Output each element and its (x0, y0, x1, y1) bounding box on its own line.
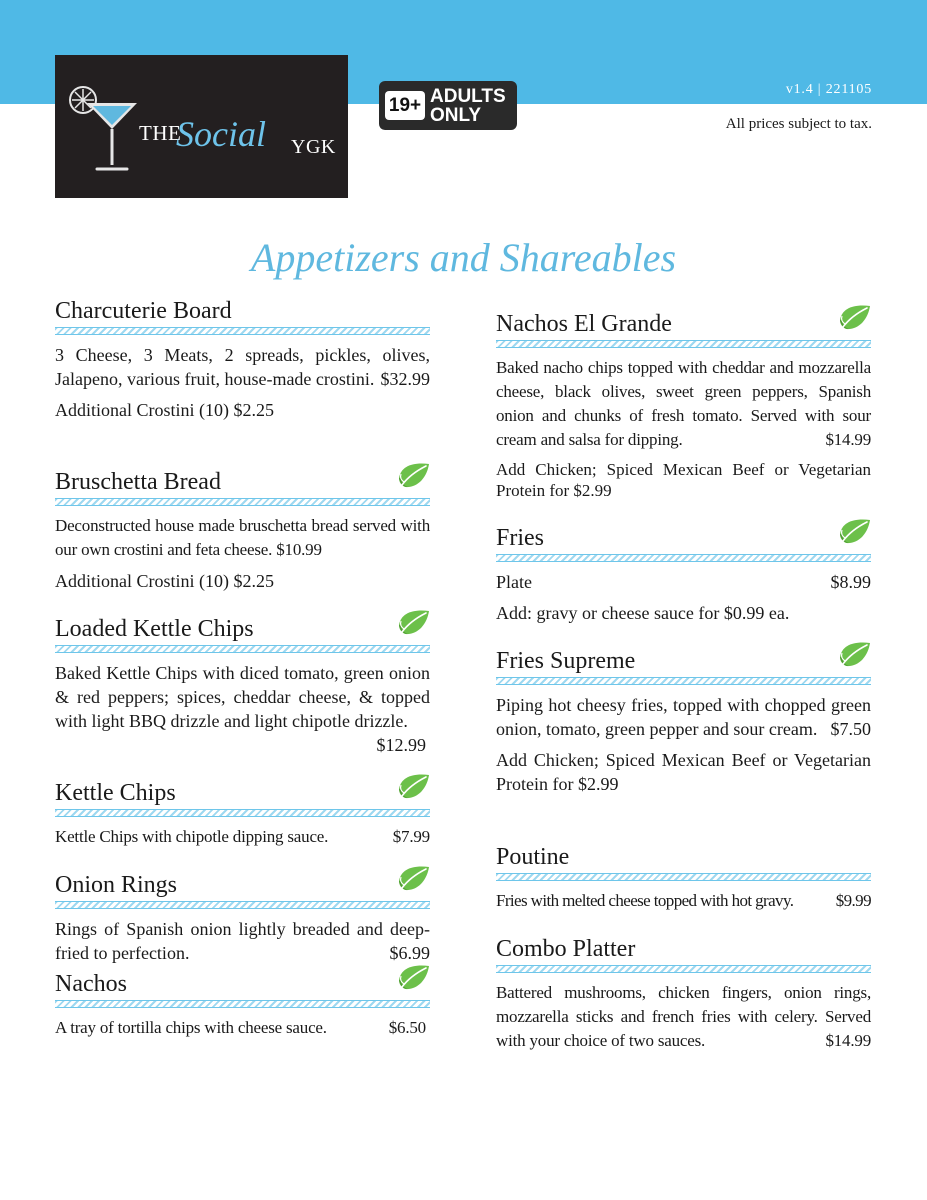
version-label: v1.4 | 221105 (785, 82, 872, 97)
badge-line-2: ONLY (430, 105, 482, 126)
adults-only-badge (379, 81, 517, 130)
divider (55, 498, 430, 506)
logo (55, 55, 348, 198)
leaf-icon (396, 861, 432, 895)
martini-icon (67, 83, 139, 175)
leaf-icon (837, 514, 873, 548)
divider (55, 327, 430, 335)
item-name: Nachos El Grande (496, 311, 672, 337)
item-price: $6.50 (388, 1018, 426, 1037)
menu-item-bruschetta-bread (55, 467, 430, 593)
item-price: $32.99 (380, 369, 430, 389)
divider (55, 901, 430, 909)
menu-item-charcuterie-board (55, 296, 430, 422)
menu-item-nachos (55, 969, 430, 1040)
divider (496, 554, 871, 562)
menu-item-loaded-kettle-chips (55, 614, 430, 757)
item-name: Nachos (55, 971, 127, 997)
tax-note: All prices subject to tax. (725, 116, 872, 132)
divider (55, 1000, 430, 1008)
item-description: Baked nacho chips topped with cheddar and mozzarella cheese, black olives, sweet green peppers, Spanish onion and chunks of fresh tomato. Served with sour cream and salsa for dipping. $14.99 (496, 356, 871, 452)
leaf-icon (396, 605, 432, 639)
item-description: Deconstructed house made bruschetta bread served with our own crostini and feta cheese. $10.99 (55, 516, 430, 559)
item-name: Kettle Chips (55, 780, 176, 806)
divider (496, 340, 871, 348)
item-price: $6.99 (389, 943, 430, 963)
item-portion: Plate (496, 572, 532, 592)
item-price: $10.99 (276, 540, 322, 559)
item-description: Battered mushrooms, chicken fingers, onion rings, mozzarella sticks and french fries with celery. Served with your choice of two sauces. $14.99 (496, 981, 871, 1053)
item-price: $7.50 (830, 719, 871, 739)
item-name: Loaded Kettle Chips (55, 616, 254, 642)
item-description: 3 Cheese, 3 Meats, 2 spreads, pickles, olives, Jalapeno, various fruit, house-made crostini. $32.99 (55, 345, 430, 389)
item-extra: Add Chicken; Spiced Mexican Beef or Vegetarian Protein for $2.99 (496, 460, 871, 500)
brand-the: THE (139, 121, 182, 145)
item-price: $8.99 (830, 572, 871, 592)
item-name: Fries Supreme (496, 648, 636, 674)
leaf-icon (396, 769, 432, 803)
item-price-row (496, 570, 871, 594)
leaf-icon (837, 300, 873, 334)
menu-item-kettle-chips (55, 778, 430, 849)
item-price: $9.99 (835, 891, 871, 910)
item-description: Rings of Spanish onion lightly breaded and deep-fried to perfection. $6.99 (55, 919, 430, 963)
brand-ygk: YGK (291, 136, 336, 158)
leaf-icon (396, 960, 432, 994)
item-price: $14.99 (825, 1031, 871, 1050)
item-name: Poutine (496, 844, 570, 870)
item-name: Bruschetta Bread (55, 469, 221, 495)
divider (496, 965, 871, 973)
menu-item-nachos-el-grande (496, 309, 871, 501)
item-extra: Add Chicken; Spiced Mexican Beef or Vegetarian Protein for $2.99 (496, 750, 871, 794)
leaf-icon (837, 637, 873, 671)
item-name: Onion Rings (55, 872, 178, 898)
item-extra: Additional Crostini (10) $2.25 (55, 400, 274, 420)
menu-item-fries-supreme (496, 646, 871, 796)
item-name: Combo Platter (496, 936, 636, 962)
divider (55, 809, 430, 817)
badge-line-1: ADULTS (430, 86, 506, 107)
divider (496, 677, 871, 685)
section-title: Appetizers and Shareables (250, 235, 677, 280)
item-name: Charcuterie Board (55, 298, 232, 324)
menu-item-fries (496, 523, 871, 625)
menu-item-poutine (496, 842, 871, 913)
leaf-icon (396, 458, 432, 492)
item-description: Fries with melted cheese topped with hot gravy. $9.99 (496, 889, 871, 913)
divider (496, 873, 871, 881)
item-name: Fries (496, 525, 544, 551)
item-extra: Additional Crostini (10) $2.25 (55, 571, 274, 591)
item-price: $12.99 (376, 735, 426, 755)
item-description: A tray of tortilla chips with cheese sauce. $6.50 (55, 1016, 430, 1040)
item-extra: Add: gravy or cheese sauce for $0.99 ea. (496, 603, 790, 623)
brand-social: Social (176, 114, 266, 154)
menu-item-onion-rings (55, 870, 430, 965)
item-price: $7.99 (392, 827, 430, 846)
age-badge: 19+ (385, 91, 425, 120)
menu-item-combo-platter (496, 934, 871, 1053)
item-price: $14.99 (825, 430, 871, 449)
item-description: Kettle Chips with chipotle dipping sauce. $7.99 (55, 825, 430, 849)
item-description: Piping hot cheesy fries, topped with chopped green onion, tomato, green pepper and sour cream. $7.50 (496, 695, 871, 739)
divider (55, 645, 430, 653)
item-description: Baked Kettle Chips with diced tomato, green onion & red peppers; spices, cheddar cheese, & topped with light BBQ drizzle and light chipotle drizzle. $12.99 (55, 663, 430, 755)
